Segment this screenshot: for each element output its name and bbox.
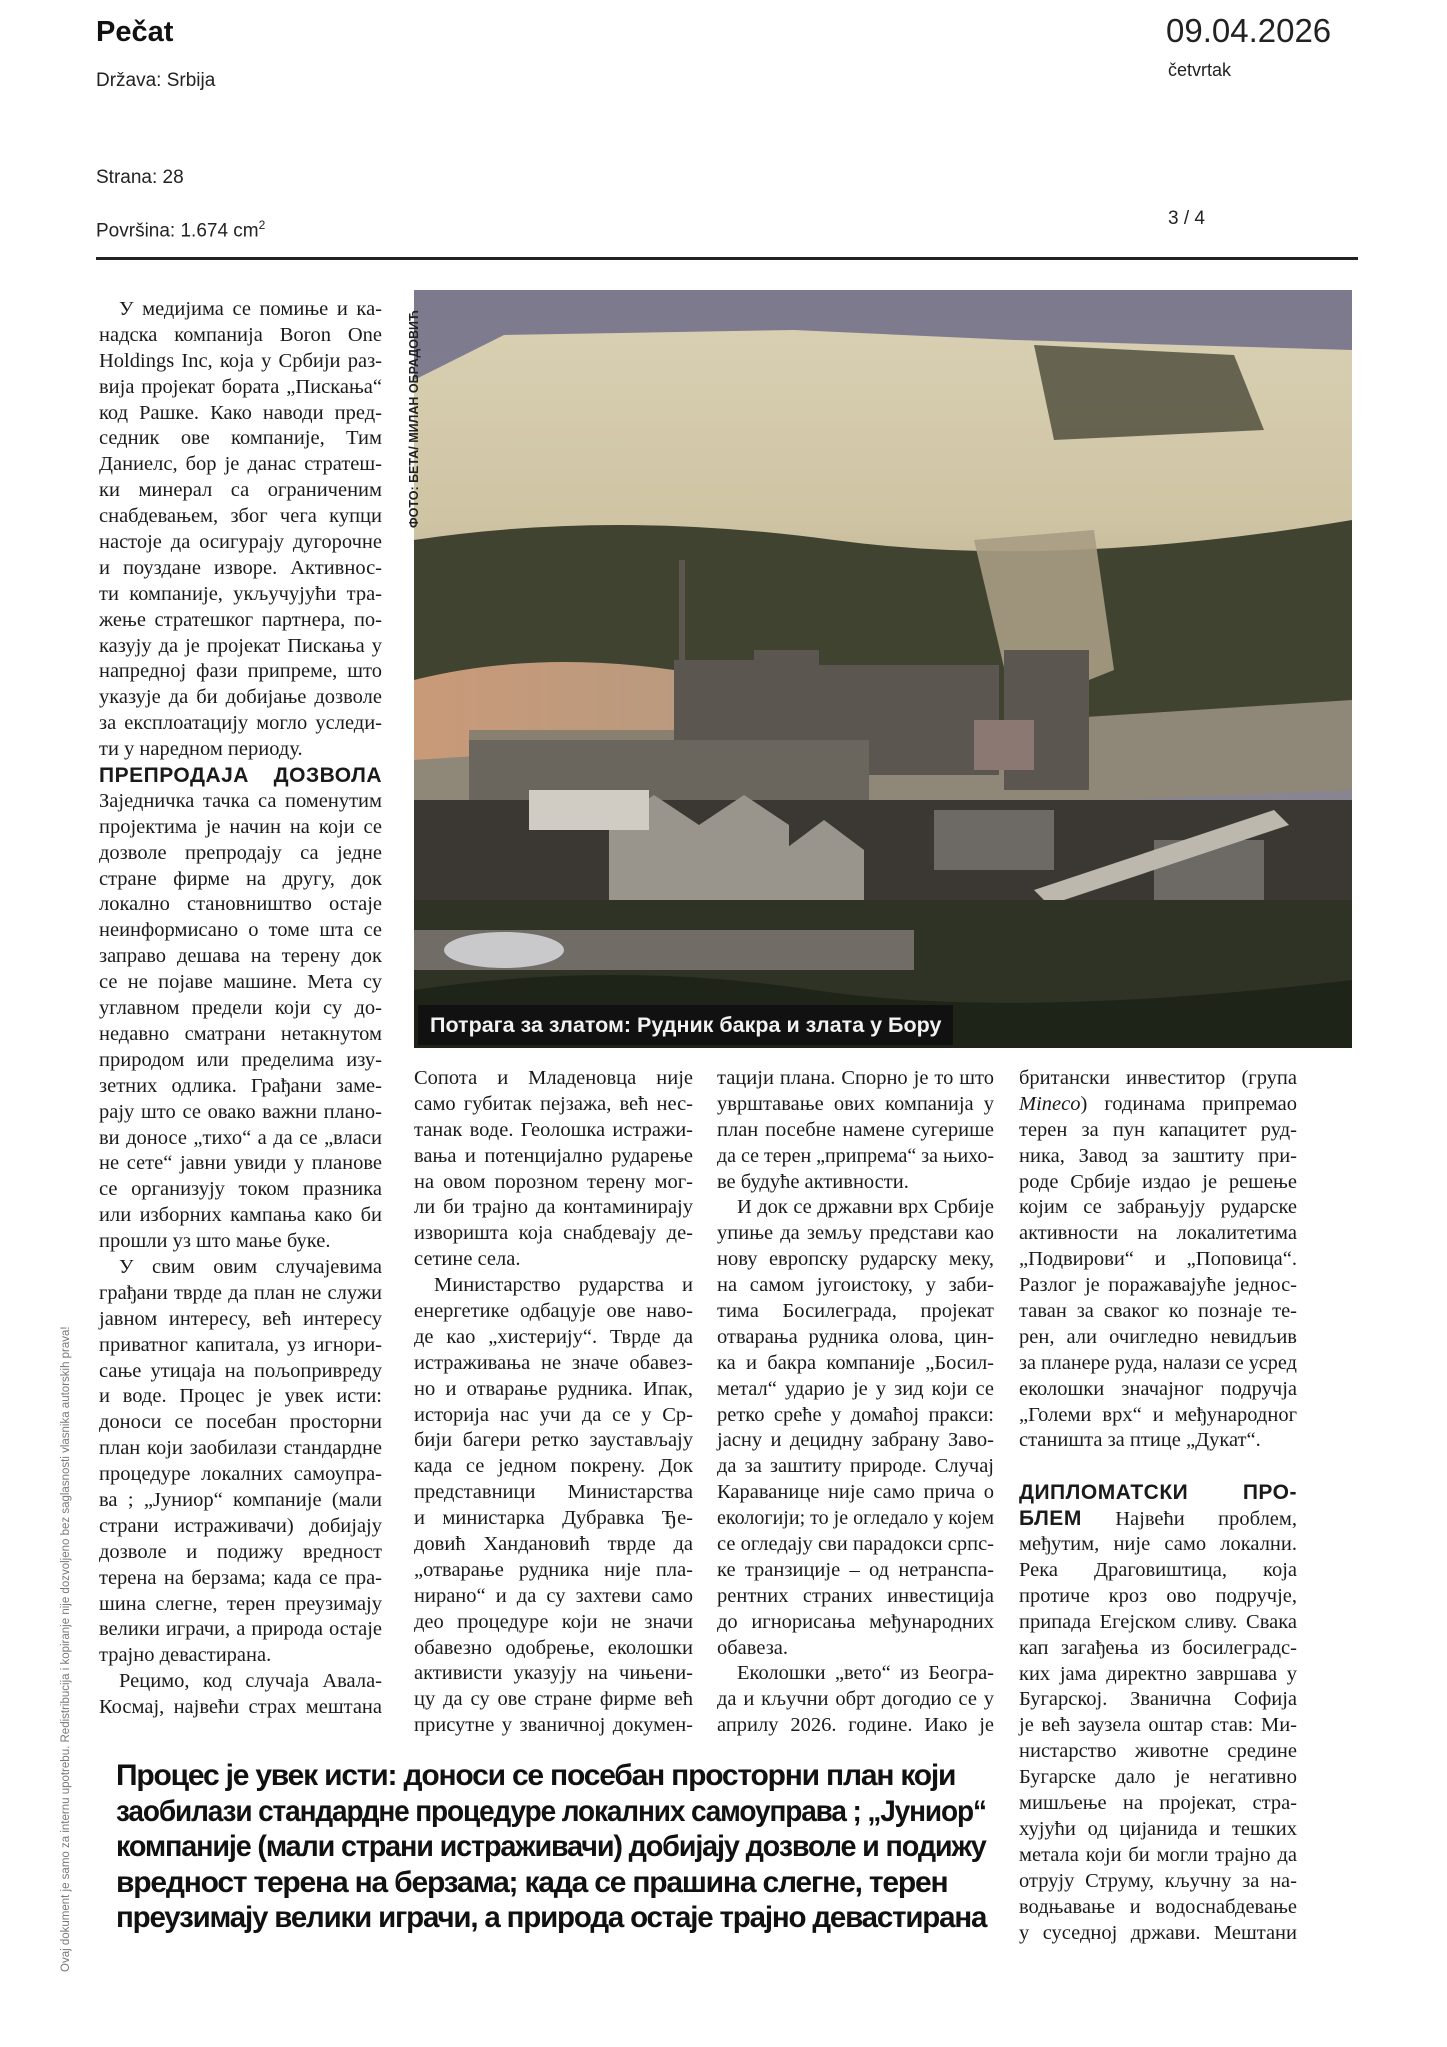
text-line: међутим, није само локални. xyxy=(1019,1533,1297,1556)
text-line: мишљење на пројекат, стра- xyxy=(1019,1792,1297,1815)
pull-quote-line: вредност терена на берзама; када се прашина слегне, терен xyxy=(116,1865,948,1899)
text-line: изворишта која снабдевају де- xyxy=(414,1222,693,1245)
pull-quote-line: компаније (мали страни истраживачи) добијају дозволе и подижу xyxy=(116,1830,986,1863)
text-line: код Рашке. Како наводи пред- xyxy=(99,401,382,424)
text-line: присутне у званичној докумен- xyxy=(414,1714,693,1737)
text-line: шина слегне, терен преузимају xyxy=(99,1592,382,1615)
photo-credit xyxy=(404,292,424,532)
text-line: део процедуре који не значи xyxy=(414,1610,693,1633)
article-column-2 xyxy=(414,1066,693,1739)
text-line: план посебне намене сугерише xyxy=(717,1118,994,1141)
text-line: ретко среће у домаћој пракси: xyxy=(717,1403,994,1426)
text-line: недавно сматрани нетакнутом xyxy=(99,1022,382,1045)
heading-line: ДИПЛОМАТСКИ ПРО- xyxy=(1019,1481,1297,1505)
pull-quote xyxy=(116,1758,986,1936)
section-heading-end: БЛЕМ xyxy=(1019,1507,1082,1531)
text-line: велики играчи, а природа остаје xyxy=(99,1618,382,1641)
text-line: Космај, највећи страх мештана xyxy=(99,1696,382,1719)
text-line: „Големи врх“ и међународног xyxy=(1019,1403,1297,1426)
text-line: настоје да осигурају дугорочне xyxy=(99,531,382,554)
text-run: ) годинама припремао xyxy=(1080,1092,1297,1115)
text-line: терен за пун капацитет руд- xyxy=(1019,1118,1297,1141)
heading-line: ПРЕПРОДАЈА ДОЗВОЛА xyxy=(99,764,382,788)
text-line: да и кључни обрт догодио се у xyxy=(717,1688,994,1711)
text-line: довић Хандановић тврде да xyxy=(414,1533,693,1556)
text-line: Бугарске дало је негативно xyxy=(1019,1766,1297,1789)
paragraph xyxy=(99,1255,382,1669)
text-line: неинформисано о томе шта се xyxy=(99,919,382,942)
text-line: грађани тврде да план не служи xyxy=(99,1281,382,1304)
weekday-label: četvrtak xyxy=(1168,60,1232,80)
text-line: приватног капитала, уз игнори- xyxy=(99,1333,382,1356)
page-number-label: Strana: 28 xyxy=(96,167,184,188)
text-line: на самом југоистоку, у заби- xyxy=(717,1274,994,1297)
italic-company-name: Mineco xyxy=(1019,1092,1081,1115)
paragraph xyxy=(414,1066,693,1273)
text-line: метал“ ударио је у зид који се xyxy=(717,1377,994,1400)
area-unit-superscript: 2 xyxy=(258,218,266,232)
text-line: „отварање рудника није пла- xyxy=(414,1558,693,1581)
text-line: Заједничка тачка са поменутим xyxy=(99,789,382,812)
text-line: доноси се посебан просторни xyxy=(99,1411,382,1434)
text-line: историја нас учи да се у Ср- xyxy=(414,1403,693,1426)
copyright-text: Ovaj dokument je samo za internu upotrebu. Redistribucija i kopiranje nije dozvoljeno bez saglasnosti vlasnika autorskih prava! xyxy=(60,1326,72,1972)
text-line: упиње да земљу представи као xyxy=(717,1222,994,1245)
text-line: не сете“ јавни увиди у планове xyxy=(99,1152,382,1175)
text-line: жење стратешког партнера, по- xyxy=(99,608,382,631)
area-label xyxy=(96,218,265,242)
text-line: априлу 2026. године. Иако је xyxy=(717,1714,994,1737)
text-line: Рецимо, код случаја Авала- xyxy=(119,1670,382,1693)
text-line: пројектима је начин на који се xyxy=(99,815,382,838)
text-line: дозволе препродају са једне xyxy=(99,841,382,864)
article-photo-mine xyxy=(414,290,1352,1048)
text-line: за планере руда, налази се усред xyxy=(1019,1351,1297,1374)
text-line: енергетике одбацује ове наво- xyxy=(414,1300,693,1323)
mine-landscape-image xyxy=(414,290,1352,1048)
text-line xyxy=(1019,1092,1297,1118)
text-line: рен, али очигледно невидљив xyxy=(1019,1325,1297,1348)
text-line: Еколошки „вето“ из Београ- xyxy=(737,1662,994,1685)
text-line: Разлог је поражавајуће једнос- xyxy=(1019,1274,1297,1297)
text-line: страни истраживачи) добијају xyxy=(99,1514,382,1537)
publication-name: Pečat xyxy=(96,16,174,48)
text-line: таван за сваког ко познаје те- xyxy=(1019,1300,1297,1323)
text-line: сетине села. xyxy=(414,1248,521,1271)
paragraph xyxy=(717,1195,994,1661)
text-line: ки минерал са ограниченим xyxy=(99,479,382,502)
paragraph xyxy=(1019,1066,1297,1454)
text-line: цу да су ове стране фирме већ xyxy=(414,1688,693,1711)
text-line: да се терен „припрема“ за њихо- xyxy=(717,1144,995,1167)
text-line: јасну и децидну забрану Заво- xyxy=(717,1429,994,1452)
text-line: се огледају сви парадокси српс- xyxy=(717,1533,994,1556)
text-line: на овом порозном терену мог- xyxy=(414,1170,693,1193)
photo-credit-text: ФОТО: БЕТА/ МИЛАН ОБРАДОВИЋ xyxy=(407,310,421,528)
text-line: британски инвеститор (група xyxy=(1019,1067,1297,1089)
paragraph xyxy=(99,297,382,763)
text-line: јавном интересу, већ интересу xyxy=(99,1307,382,1330)
text-line: нову европску рударску меку, xyxy=(717,1248,994,1271)
text-line: природом или пределима изу- xyxy=(99,1048,382,1071)
text-line: зетних одлика. Грађани заме- xyxy=(99,1074,382,1097)
text-line: ва ; „Јуниор“ компаније (мали xyxy=(99,1488,382,1511)
text-line: седник ове компаније, Тим xyxy=(99,427,382,450)
pull-quote-line: преузимају велики играчи, а природа остаје трајно девастирана xyxy=(116,1901,987,1934)
text-line: вања и потенцијално рударење xyxy=(414,1144,693,1167)
text-run: Највећи проблем, xyxy=(1081,1508,1297,1531)
text-line: припада Егејском сливу. Свака xyxy=(1019,1610,1297,1633)
text-line: Река Драговиштица, која xyxy=(1019,1559,1297,1582)
text-line: Сопота и Младеновца није xyxy=(414,1067,693,1089)
text-line: је већ заузела оштар став: Ми- xyxy=(1019,1714,1297,1737)
text-line: надска компанија Boron One xyxy=(99,323,382,346)
text-line: рентних страних инвестиција xyxy=(717,1584,994,1607)
text-line: Даниелс, бор је данас стратеш- xyxy=(99,453,382,476)
text-line: истраживања не значе обавез- xyxy=(414,1351,693,1374)
text-line xyxy=(1019,1506,1297,1532)
text-line: Министарство рударства и xyxy=(434,1274,693,1297)
text-line: процедуре локалних самоупра- xyxy=(99,1463,382,1486)
text-line: нистарство животне средине xyxy=(1019,1740,1297,1763)
text-line: отварања рудника олова, цин- xyxy=(717,1325,994,1348)
text-line: вија пројекат бората „Пискања“ xyxy=(99,375,382,398)
paragraph xyxy=(717,1066,994,1195)
text-line: ви доносе „тихо“ а да се „власи xyxy=(99,1126,382,1149)
text-line: У медијима се помиње и ка- xyxy=(119,298,382,320)
text-line: се не појаве машине. Мета су xyxy=(99,971,382,994)
photo-caption: Потрага за златом: Рудник бакра и злата у Бору xyxy=(418,1005,953,1045)
text-line: напредној фази припреме, што xyxy=(99,660,382,683)
text-line: само губитак пејзажа, већ нес- xyxy=(414,1092,693,1115)
text-line: терена на берзама; када се пра- xyxy=(99,1566,382,1589)
text-line: протиче кроз ово подручје, xyxy=(1019,1584,1297,1607)
paragraph xyxy=(414,1273,693,1739)
paragraph xyxy=(1019,1506,1297,1946)
text-line: трајно девастирана. xyxy=(99,1644,272,1667)
text-line: ких јама директно завршава у xyxy=(1019,1662,1297,1685)
section-heading xyxy=(99,763,382,789)
text-line: план који заобилази стандардне xyxy=(99,1437,382,1460)
country-label: Država: Srbija xyxy=(96,70,216,91)
copyright-side-note xyxy=(58,1300,76,1972)
text-line: до игнорисања међународних xyxy=(717,1610,994,1633)
text-line: локално становништво остаје xyxy=(99,893,382,916)
text-line: хујући од цијанида и тешких xyxy=(1019,1817,1297,1840)
header-divider xyxy=(96,257,1358,260)
text-line: указује да би добијање дозволе xyxy=(99,686,382,709)
text-line: метала који би могли трајно да xyxy=(1019,1843,1297,1866)
text-line: нирано“ и да су захтеви само xyxy=(414,1584,693,1607)
text-line: И док се државни врх Србије xyxy=(737,1196,994,1219)
text-line: углавном предели који су до- xyxy=(99,997,382,1020)
paragraph xyxy=(99,789,382,1255)
text-line: Holdings Inc, која у Србији раз- xyxy=(99,349,382,372)
text-line: роде Србије издао је решење xyxy=(1019,1170,1297,1193)
area-value: Površina: 1.674 cm xyxy=(96,220,259,242)
pull-quote-line: заобилази стандардне процедуре локалних самоуправа ; „Јуниор“ xyxy=(116,1794,986,1828)
text-line: Караванице није само прича о xyxy=(717,1481,994,1504)
publication-date: 09.04.2026 xyxy=(1166,12,1332,49)
text-line: активности на локалитетима xyxy=(1019,1222,1297,1245)
article-column-1 xyxy=(99,297,382,1721)
text-line: обавезно одобрење, еколошки xyxy=(414,1636,693,1659)
text-line: уврштавање ових компанија у xyxy=(717,1092,994,1115)
text-line: се организују током празника xyxy=(99,1178,382,1201)
text-line: ти компаније, укључујући тра- xyxy=(99,582,382,605)
text-line: заправо дешава на терену док xyxy=(99,945,382,968)
paragraph xyxy=(717,1661,994,1739)
text-line: Бугарској. Званична Софија xyxy=(1019,1688,1297,1711)
text-line: отрују Струму, кључну за на- xyxy=(1019,1869,1297,1892)
paragraph-gap xyxy=(1019,1454,1297,1480)
text-line: у суседној држави. Мештани xyxy=(1019,1921,1297,1944)
text-line: рају што се овако важни плано- xyxy=(99,1100,382,1123)
text-line: бији багери ретко заустављају xyxy=(414,1429,693,1452)
text-line: и министарка Дубравка Ђе- xyxy=(414,1507,693,1530)
text-line: еколошки значајног подручја xyxy=(1019,1377,1297,1400)
text-line: да за заштиту природе. Случај xyxy=(717,1455,994,1478)
paragraph xyxy=(99,1669,382,1721)
text-line: снабдевањем, због чега купци xyxy=(99,505,382,528)
text-line: ника, Завод за заштиту при- xyxy=(1019,1144,1297,1167)
text-line: екологији; то је огледало у којем xyxy=(717,1507,995,1530)
section-heading xyxy=(1019,1480,1297,1506)
text-line: танак воде. Геолошка истражи- xyxy=(414,1118,693,1141)
text-line: ке транзиције – од нетранспа- xyxy=(717,1558,994,1581)
text-line: стране фирме на другу, док xyxy=(99,867,382,890)
text-line: којим се забрањују рударске xyxy=(1019,1196,1297,1219)
text-line: но и отварање рудника. Ипак, xyxy=(414,1377,693,1400)
text-line: ве будуће активности. xyxy=(717,1170,909,1193)
text-line: активисти указују на чињени- xyxy=(414,1662,693,1685)
text-line: или изборних кампања како би xyxy=(99,1204,382,1227)
pull-quote-line: Процес је увек исти: доноси се посебан просторни план који xyxy=(116,1759,956,1792)
text-line: тима Босилеграда, пројекат xyxy=(717,1300,994,1323)
text-line: У свим овим случајевима xyxy=(119,1255,382,1278)
text-line: дозволе и подижу вредност xyxy=(99,1540,382,1563)
text-line: сање утицаја на пољопривреду xyxy=(99,1359,382,1382)
page-of-indicator: 3 / 4 xyxy=(1168,208,1205,229)
text-line: представници Министарства xyxy=(414,1481,693,1504)
text-line: „Подвирови“ и „Поповица“. xyxy=(1019,1248,1297,1271)
text-line: и поуздане изворе. Активнос- xyxy=(99,556,382,579)
text-line: станишта за птице „Дукат“. xyxy=(1019,1429,1261,1452)
text-line: ка и бакра компаније „Босил- xyxy=(717,1351,994,1374)
article-column-4 xyxy=(1019,1066,1297,1946)
text-line: и воде. Процес је увек исти: xyxy=(99,1385,382,1408)
text-line: прошли уз што мање буке. xyxy=(99,1230,331,1253)
article-column-3 xyxy=(717,1066,994,1739)
text-line: казују да је пројекат Пискања у xyxy=(99,634,382,657)
text-line: када се једном покрену. Док xyxy=(414,1455,693,1478)
text-line: кап загађења из босилеградс- xyxy=(1019,1636,1297,1659)
text-line: водњавање и водоснабдевање xyxy=(1019,1895,1297,1918)
text-line: тацији плана. Спорно је то што xyxy=(717,1067,994,1089)
text-line: обавеза. xyxy=(717,1636,789,1659)
text-line: за експлоатацију могло уследи- xyxy=(99,712,382,735)
text-line: ти у наредном периоду. xyxy=(99,738,303,761)
text-line: де као „хистерију“. Тврде да xyxy=(414,1325,693,1348)
text-line: ли би трајно да контаминирају xyxy=(414,1196,693,1219)
